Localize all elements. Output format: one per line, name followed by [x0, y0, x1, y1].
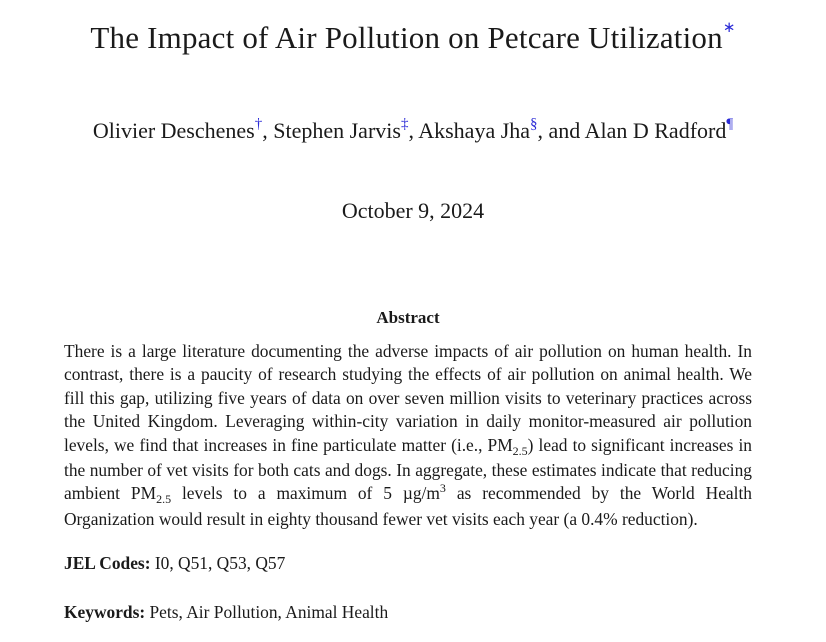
author-separator: , — [408, 118, 419, 143]
abstract-body — [64, 340, 752, 531]
jel-label: JEL Codes: — [64, 553, 151, 573]
jel-value: I0, Q51, Q53, Q57 — [154, 553, 286, 573]
author-separator: , and — [537, 118, 585, 143]
abstract-heading: Abstract — [376, 308, 440, 327]
paper-title-text: The Impact of Air Pollution on Petcare Utilization — [90, 20, 723, 55]
abstract-text: ) lead to significant increases in the number of vet visits for both cats and dogs. In aggregate, these estimates indicate that reducing ambient PM — [64, 434, 753, 504]
author-footnote-mark[interactable]: ‡ — [400, 116, 409, 132]
abstract-text: as recommended by the World Health Organization would result in eighty thousand fewer vet visits each year (a 0.4% reduction). — [64, 483, 752, 529]
abstract-subscript: 2.5 — [512, 443, 528, 458]
author-footnote-mark[interactable]: ¶ — [726, 116, 734, 132]
author-name: Alan D Radford — [584, 118, 727, 143]
author-name: Stephen Jarvis — [273, 118, 401, 143]
author-footnote-mark[interactable]: § — [530, 116, 538, 132]
abstract-subscript: 2.5 — [156, 492, 172, 507]
author-footnote-mark[interactable]: † — [254, 116, 263, 132]
abstract-text: levels to a maximum of 5 µg/m — [171, 483, 440, 504]
abstract-superscript: 3 — [439, 481, 446, 496]
author-name: Akshaya Jha — [418, 118, 531, 143]
author-list — [0, 118, 826, 144]
title-footnote-mark[interactable]: ∗ — [722, 20, 736, 36]
jel-codes — [64, 553, 285, 574]
publication-date: October 9, 2024 — [341, 198, 485, 223]
keywords-label: Keywords: — [64, 602, 146, 622]
abstract-text: There is a large literature documenting the adverse impacts of air pollution on human health. In contrast, there is a paucity of research studying the effects of air pollution on animal health. We fill this gap, utilizing five years of data on over seven million visits to veterinary practices across the United Kingdom. Leveraging within-city variation in daily monitor-measured air pollution levels, we find that increases in fine particulate matter (i.e., PM — [64, 341, 752, 455]
paper-title — [0, 20, 826, 56]
keywords-value: Pets, Air Pollution, Animal Health — [149, 602, 389, 622]
author-name: Olivier Deschenes — [92, 118, 255, 143]
author-separator: , — [262, 118, 274, 143]
keywords — [64, 602, 388, 623]
